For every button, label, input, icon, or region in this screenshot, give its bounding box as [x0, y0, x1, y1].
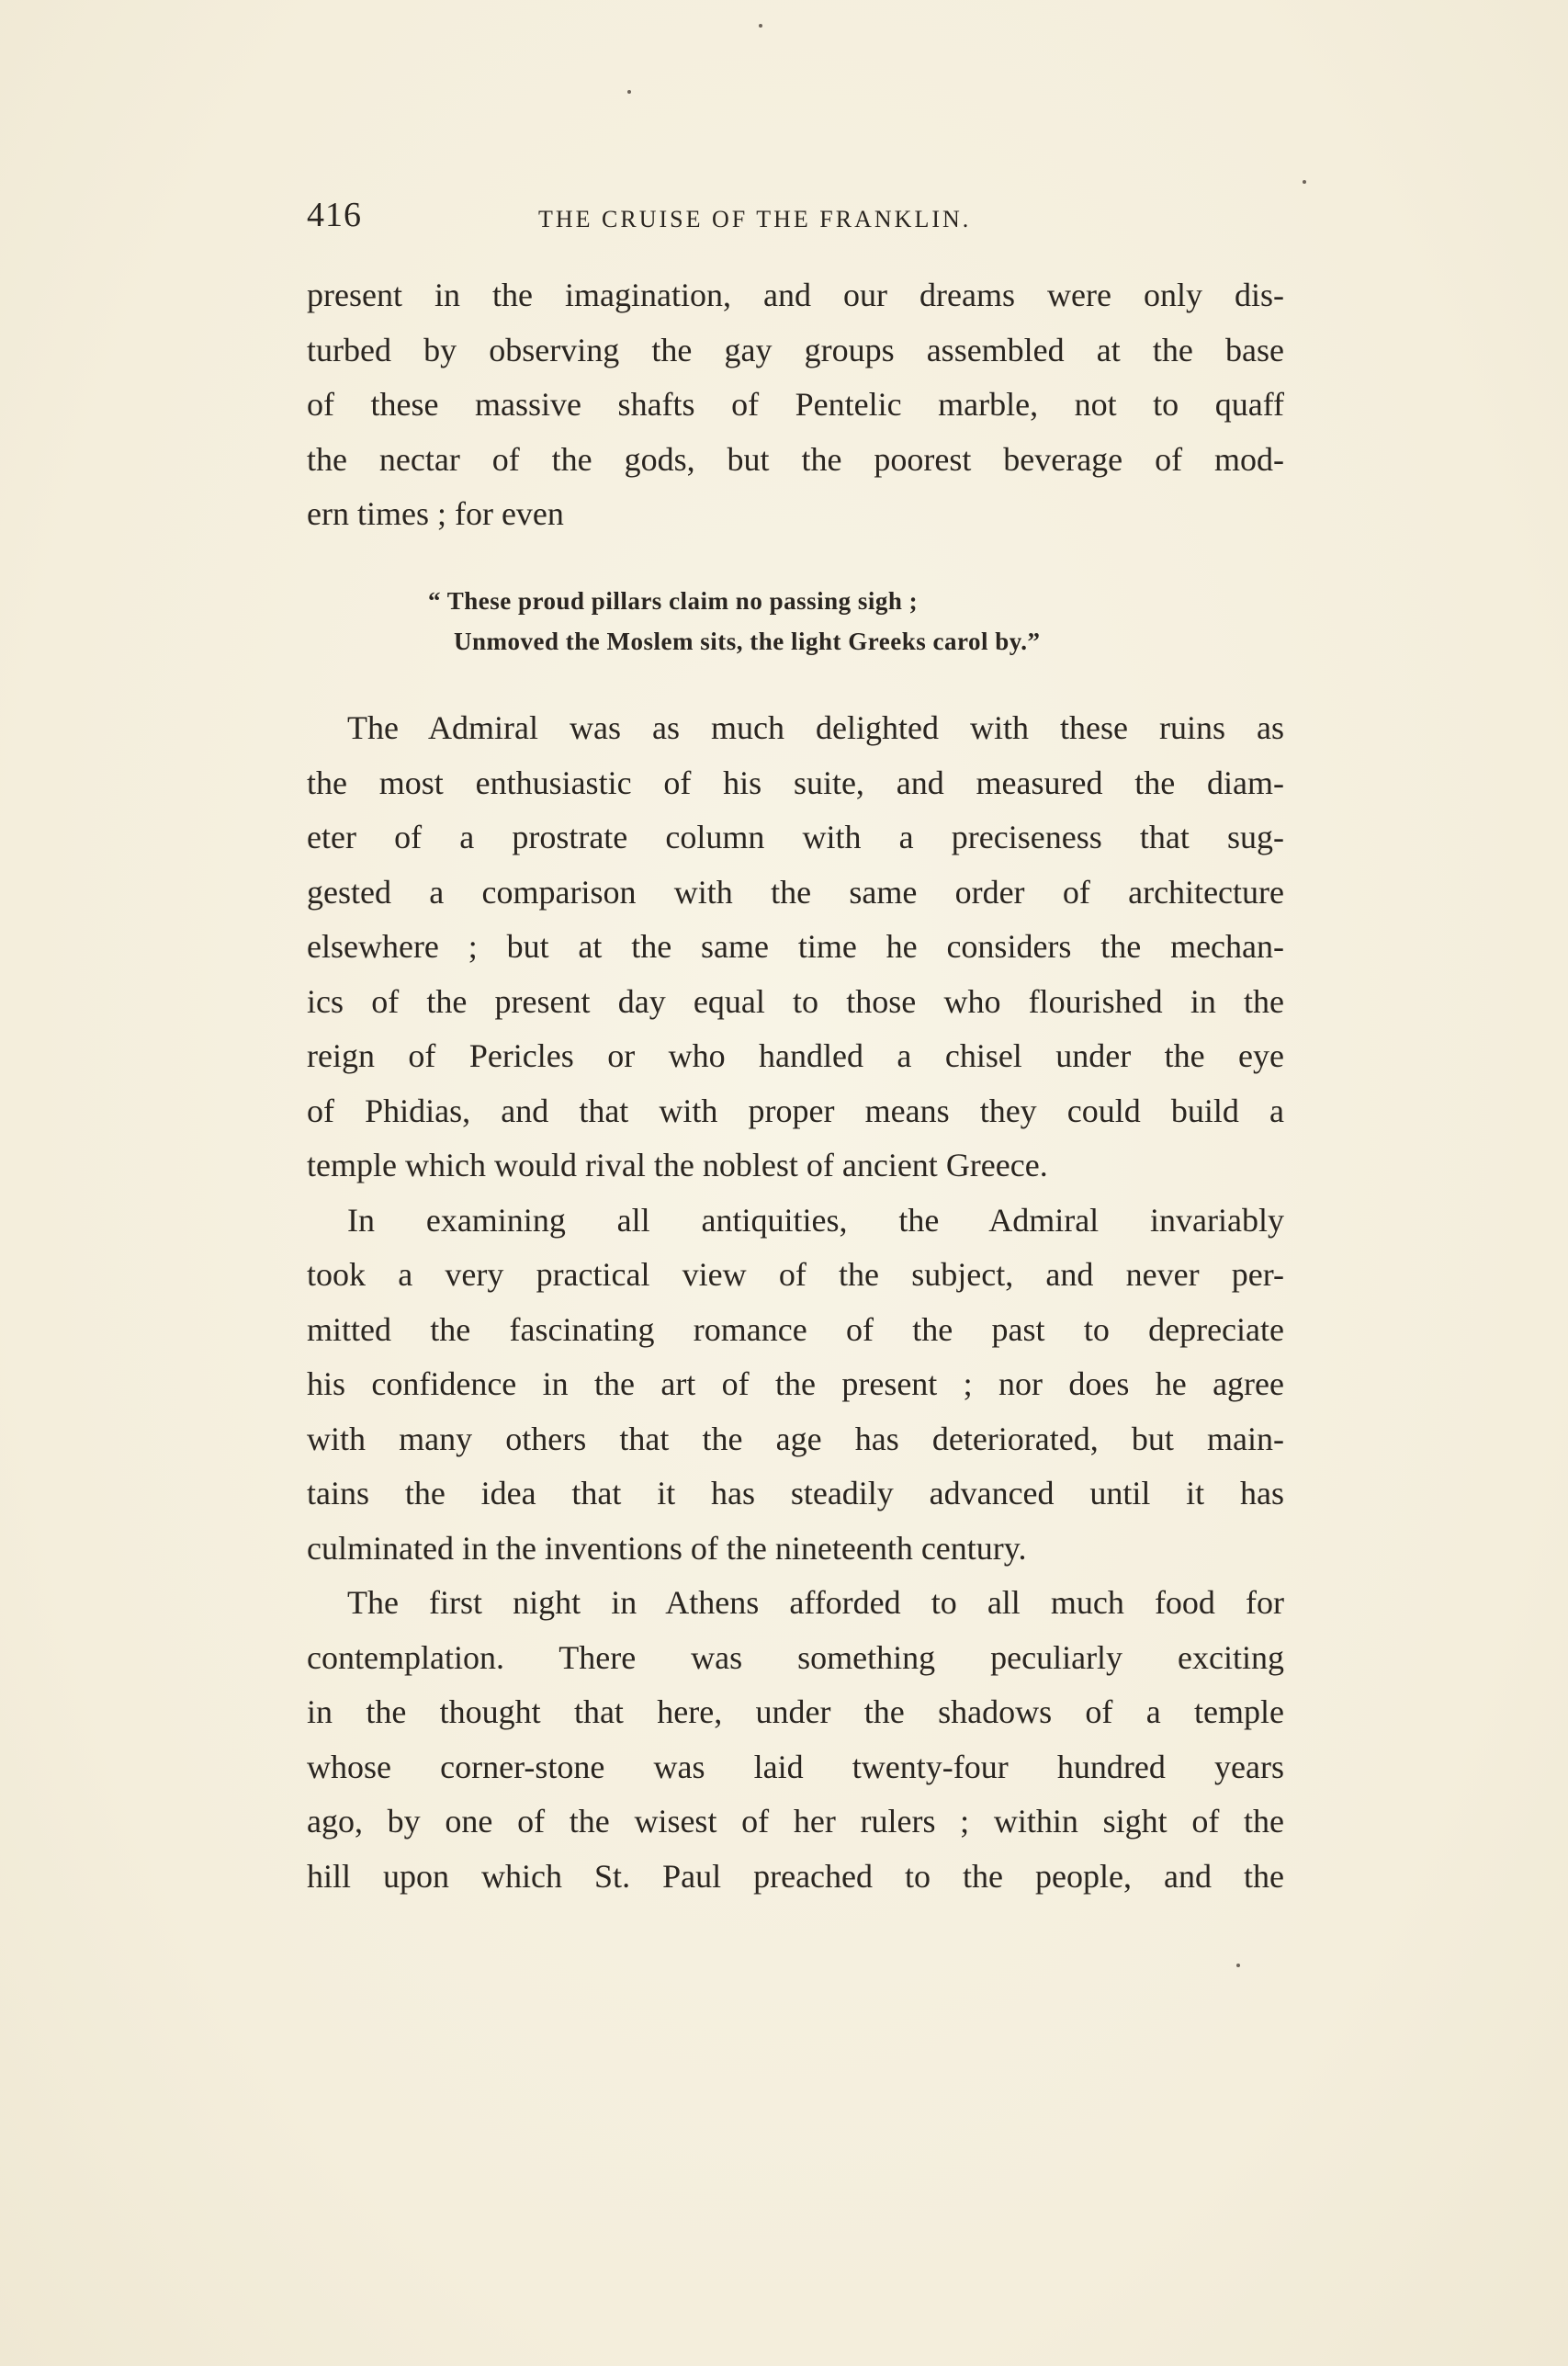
text-line: in the thought that here, under the shadows of a temple	[307, 1693, 1284, 1730]
text-line: whose corner-stone was laid twenty-four hundred years	[307, 1748, 1284, 1785]
running-title: THE CRUISE OF THE FRANKLIN.	[538, 206, 972, 232]
paper-speck	[759, 24, 762, 28]
text-line: temple which would rival the noblest of ancient Greece.	[307, 1147, 1048, 1183]
text-line: elsewhere ; but at the same time he considers the mechan-	[307, 928, 1284, 965]
text-line: with many others that the age has deteriorated, but main-	[307, 1420, 1284, 1457]
text-line: the nectar of the gods, but the poorest beverage of mod-	[307, 440, 1284, 478]
page-number: 416	[307, 196, 362, 234]
text-line: culminated in the inventions of the nineteenth century.	[307, 1529, 1027, 1567]
text-line: gested a comparison with the same order of architecture	[307, 873, 1284, 911]
text-line: eter of a prostrate column with a preciseness that sug-	[307, 819, 1284, 855]
quote-line: Unmoved the Moslem sits, the light Greeks carol by.”	[454, 628, 1041, 655]
text-line: tains the idea that it has steadily advanced until it has	[307, 1475, 1284, 1511]
text-line: hill upon which St. Paul preached to the people, and the	[307, 1857, 1284, 1895]
text-line: his confidence in the art of the present ; nor does he agree	[307, 1365, 1284, 1402]
text-line: turbed by observing the gay groups assembled at the base	[307, 331, 1284, 368]
running-head	[307, 195, 1047, 246]
text-line: the most enthusiastic of his suite, and measured the diam-	[307, 764, 1284, 801]
text-line: ago, by one of the wisest of her rulers ; within sight of the	[307, 1803, 1284, 1840]
text-line: The first night in Athens afforded to all much food for	[347, 1584, 1284, 1621]
text-line: mitted the fascinating romance of the past to depreciate	[307, 1310, 1284, 1348]
paper-speck	[1236, 1964, 1240, 1967]
text-line: of these massive shafts of Pentelic marble, not to quaff	[307, 386, 1284, 423]
text-line: ics of the present day equal to those who flourished in the	[307, 982, 1284, 1020]
paper-speck	[627, 90, 631, 94]
text-line: In examining all antiquities, the Admiral invariably	[347, 1201, 1284, 1239]
text-line: reign of Pericles or who handled a chisel under the eye	[307, 1037, 1284, 1074]
body-text	[307, 701, 1284, 1904]
text-line: contemplation. There was something peculiarly exciting	[307, 1638, 1284, 1676]
text-line: of Phidias, and that with proper means they could build a	[307, 1092, 1284, 1129]
text-line: took a very practical view of the subject, and never per-	[307, 1256, 1284, 1293]
quote-line: “ These proud pillars claim no passing sigh ;	[428, 587, 919, 615]
verse-quotation	[307, 581, 1284, 662]
text-line: The Admiral was as much delighted with these ruins as	[347, 709, 1284, 746]
paragraph-continued	[307, 268, 1284, 542]
paper-speck	[1303, 180, 1306, 184]
text-line: present in the imagination, and our dreams were only dis-	[307, 277, 1284, 313]
text-line: ern times ; for even	[307, 495, 564, 532]
